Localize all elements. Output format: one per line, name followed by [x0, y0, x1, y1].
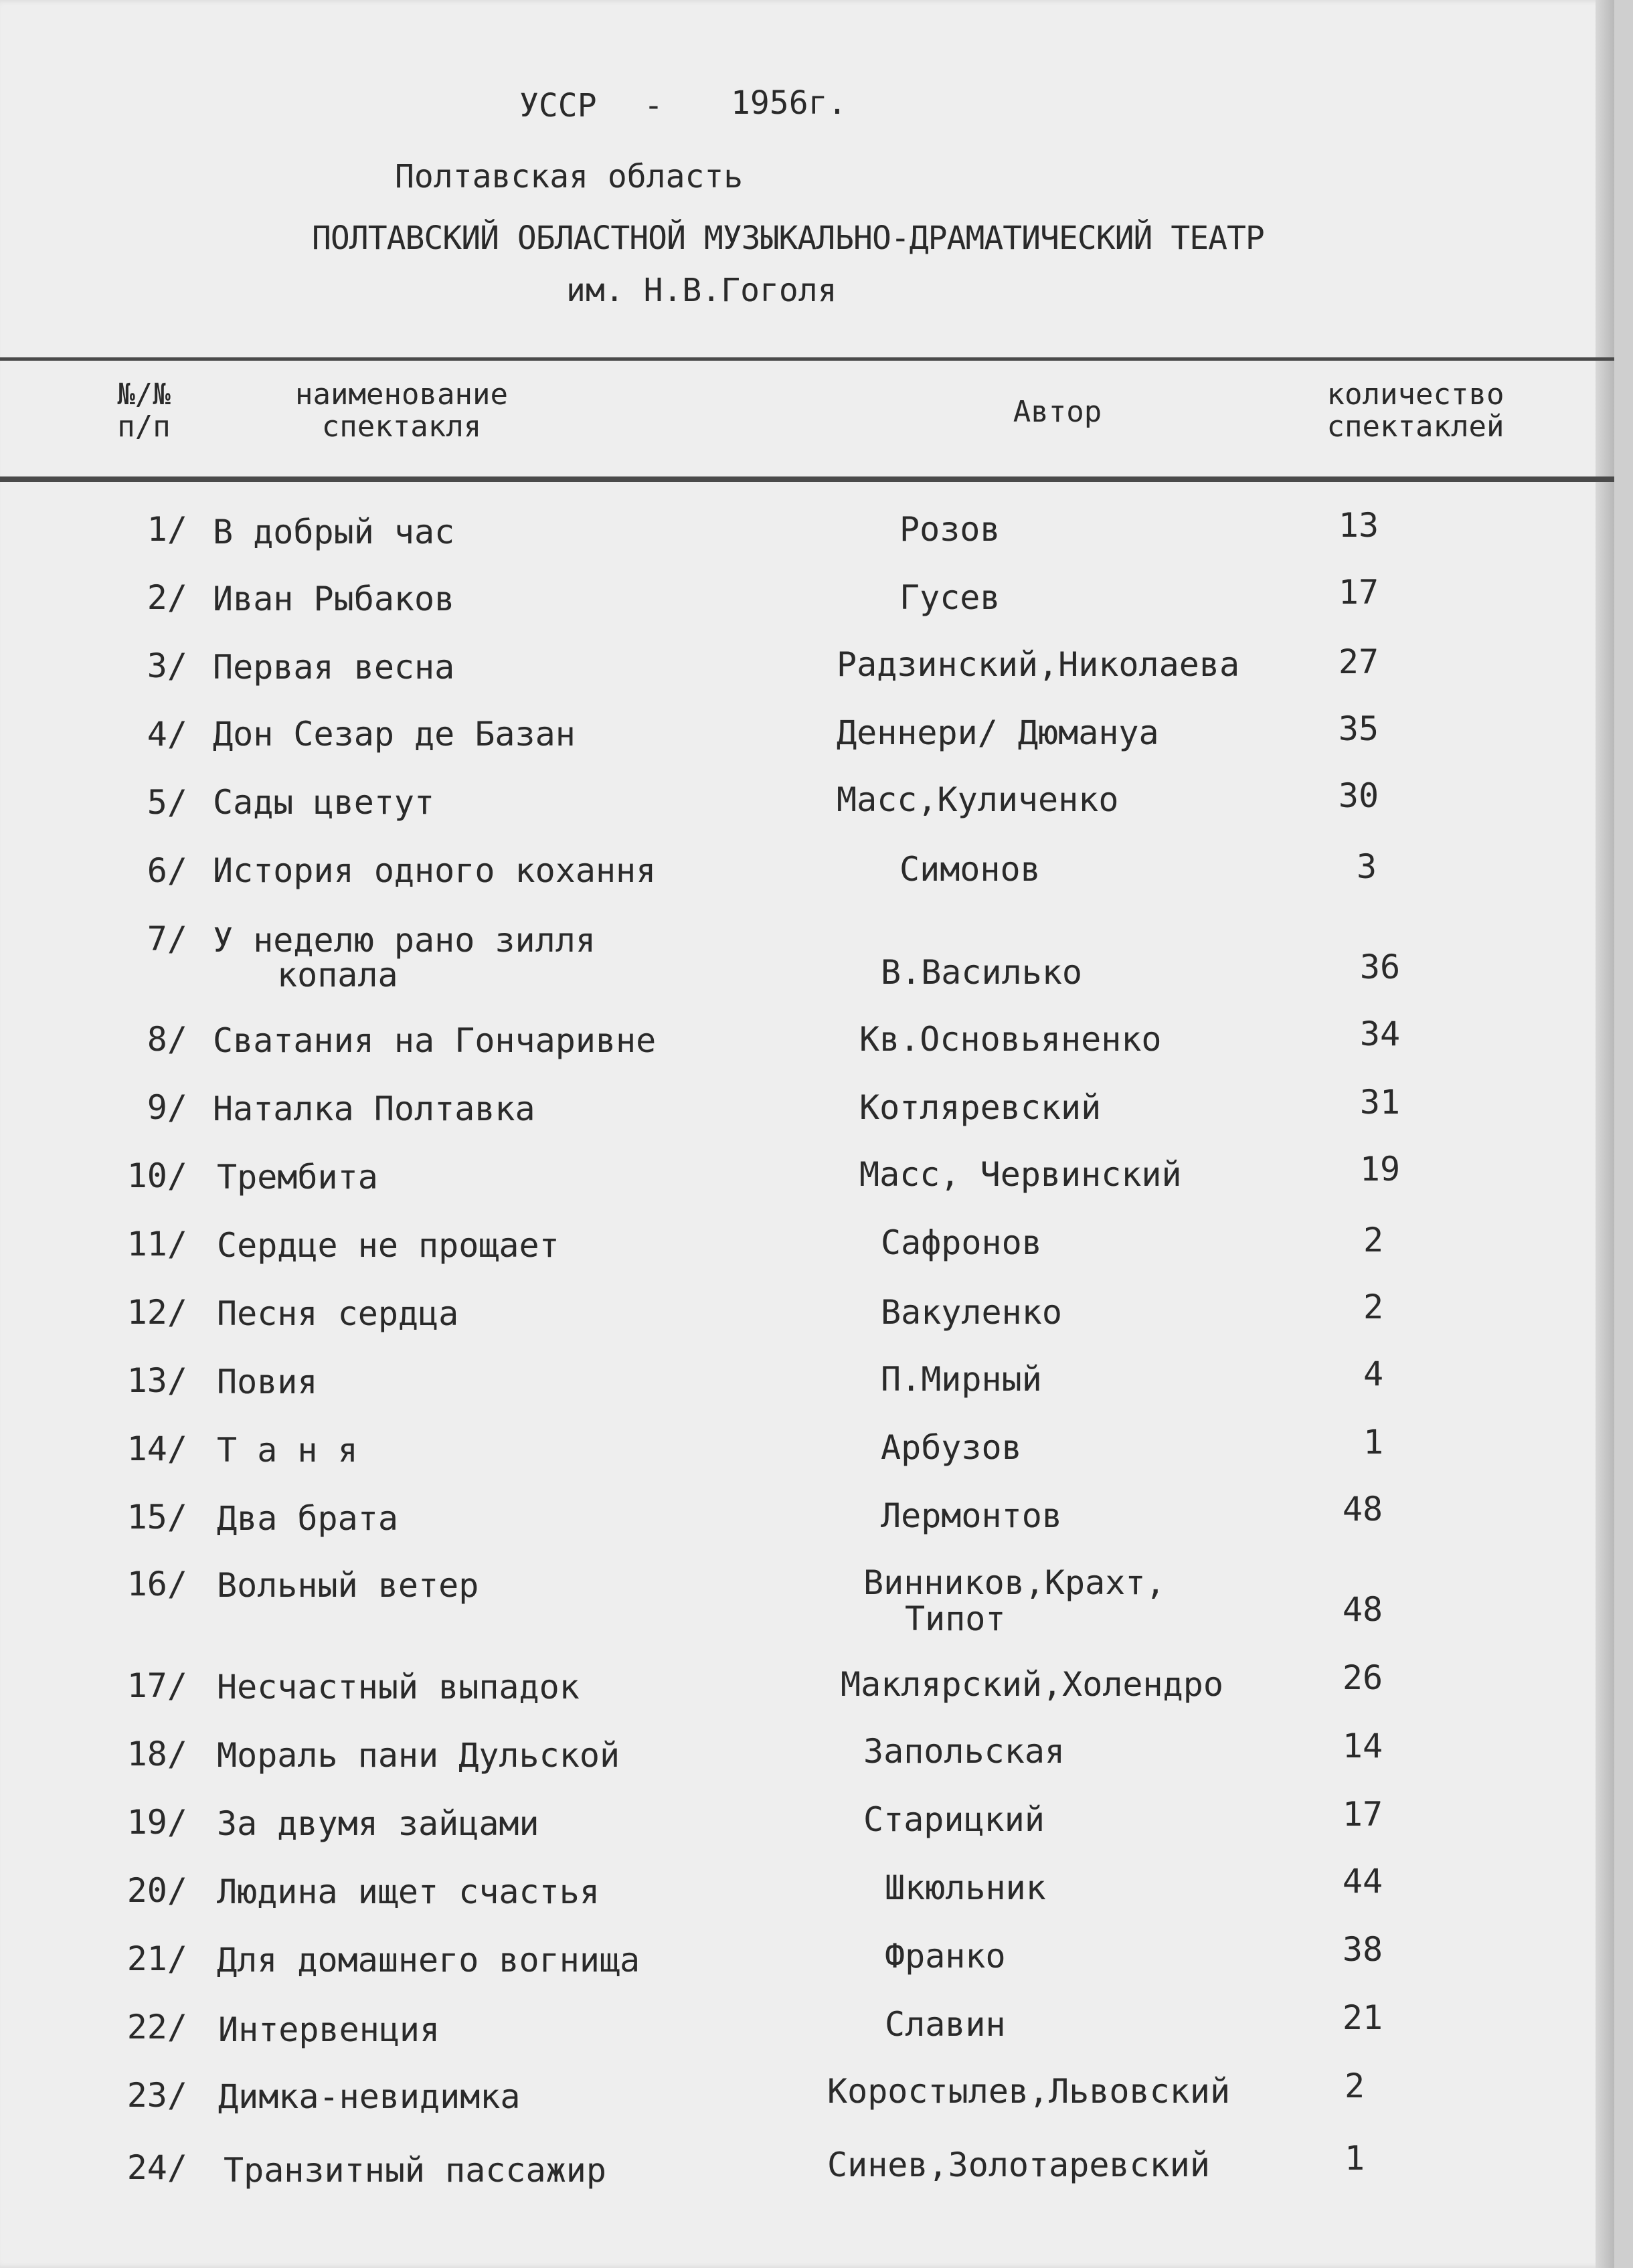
- row-author: Масс,Куличенко: [837, 780, 1119, 819]
- row-author: Старицкий: [863, 1800, 1045, 1839]
- row-title: У неделю рано зилля: [213, 921, 596, 960]
- row-author: Коростылев,Львовский: [827, 2072, 1231, 2111]
- row-title: Сердце не прощает: [217, 1226, 560, 1265]
- row-title: Песня сердца: [217, 1294, 459, 1333]
- table-header-bottom-rule: [0, 476, 1614, 482]
- row-count: 13: [1338, 506, 1379, 545]
- row-title: Трембита: [217, 1158, 378, 1197]
- row-author: Сафронов: [881, 1223, 1042, 1262]
- row-title: Димка-невидимка: [218, 2077, 521, 2116]
- row-author: Котляревский: [859, 1088, 1102, 1127]
- row-count: 31: [1359, 1083, 1401, 1122]
- row-author: В.Василько: [881, 953, 1083, 992]
- row-number: 13/: [126, 1361, 187, 1400]
- row-number: 4/: [147, 715, 187, 754]
- row-count: 35: [1338, 709, 1379, 748]
- row-title: Транзитный пассажир: [224, 2151, 606, 2190]
- row-count: 3: [1356, 847, 1377, 886]
- row-count: 19: [1359, 1150, 1401, 1189]
- row-title: История одного кохання: [213, 851, 657, 890]
- row-title: Вольный ветер: [217, 1566, 479, 1605]
- row-author: Деннери/ Дюмануа: [837, 713, 1159, 752]
- row-title: В добрый час: [213, 513, 455, 551]
- row-author: Славин: [885, 2005, 1006, 2044]
- row-number: 15/: [126, 1498, 187, 1537]
- row-number: 2/: [147, 578, 187, 617]
- row-author: Радзинский,Николаева: [837, 645, 1240, 684]
- row-number: 17/: [126, 1666, 187, 1705]
- row-count: 27: [1338, 642, 1379, 681]
- header-theatre-name: им. Н.В.Гоголя: [566, 272, 837, 309]
- row-title: Людина ищет счастья: [217, 1872, 600, 1911]
- row-count: 34: [1359, 1015, 1401, 1053]
- row-number: 3/: [147, 646, 187, 685]
- row-author: Гусев: [899, 578, 1001, 617]
- header-year: 1956г.: [731, 84, 847, 122]
- row-number: 12/: [126, 1293, 187, 1332]
- row-number: 5/: [147, 783, 187, 822]
- row-author: Франко: [885, 1937, 1006, 1976]
- row-number: 6/: [147, 851, 187, 890]
- row-number: 1/: [147, 510, 187, 549]
- row-title: Для домашнего вогнища: [217, 1941, 640, 1980]
- row-count: 4: [1363, 1355, 1384, 1393]
- row-number: 24/: [126, 2148, 187, 2187]
- row-title: Иван Рыбаков: [213, 580, 455, 618]
- row-count: 48: [1342, 1590, 1383, 1629]
- header-region: Полтавская область: [395, 158, 744, 195]
- row-count: 2: [1344, 2067, 1365, 2105]
- row-count: 38: [1342, 1930, 1383, 1969]
- row-author: Лермонтов: [881, 1496, 1062, 1535]
- row-title: Несчастный выпадок: [217, 1668, 580, 1707]
- row-number: 8/: [147, 1020, 187, 1059]
- row-number: 21/: [126, 1939, 187, 1978]
- row-author: Винников,Крахт,: [863, 1563, 1166, 1602]
- row-number: 20/: [126, 1871, 187, 1910]
- row-count: 1: [1363, 1423, 1384, 1462]
- table-top-rule: [0, 357, 1614, 361]
- row-author: Вакуленко: [881, 1293, 1062, 1332]
- column-header-count: количество спектаклей: [1326, 377, 1505, 444]
- row-number: 9/: [147, 1088, 187, 1127]
- row-count: 2: [1363, 1221, 1384, 1259]
- header-country: УССР: [519, 87, 597, 124]
- page-edge: [1596, 0, 1614, 2268]
- row-title: Т а н я: [217, 1431, 358, 1470]
- row-author-continued: Типот: [905, 1599, 1006, 1638]
- row-number: 14/: [126, 1429, 187, 1468]
- row-count: 1: [1344, 2139, 1365, 2178]
- row-title: Мораль пани Дульской: [217, 1736, 620, 1775]
- row-number: 10/: [126, 1156, 187, 1195]
- row-title: Два брата: [217, 1499, 398, 1538]
- row-number: 7/: [147, 920, 187, 958]
- row-author: Масс, Червинский: [859, 1155, 1182, 1194]
- row-count: 26: [1342, 1658, 1383, 1697]
- row-count: 44: [1342, 1862, 1383, 1901]
- header-dash: -: [644, 87, 663, 124]
- row-count: 48: [1342, 1490, 1383, 1529]
- row-author: Маклярский,Холендро: [841, 1665, 1223, 1704]
- row-count: 30: [1338, 776, 1379, 815]
- row-author: Арбузов: [881, 1428, 1022, 1467]
- row-author: Кв.Основьяненко: [859, 1020, 1162, 1059]
- column-header-title: наименование спектакля: [295, 377, 508, 444]
- row-count: 2: [1363, 1288, 1384, 1326]
- row-author: П.Мирный: [881, 1360, 1042, 1399]
- row-number: 18/: [126, 1735, 187, 1773]
- row-author: Розов: [899, 510, 1001, 549]
- row-count: 21: [1342, 1998, 1383, 2037]
- row-count: 17: [1338, 573, 1379, 612]
- row-number: 22/: [126, 2008, 187, 2046]
- row-title: За двумя зайцами: [217, 1804, 539, 1843]
- row-count: 14: [1342, 1727, 1383, 1765]
- row-author: Синев,Золотаревский: [827, 2146, 1210, 2184]
- row-title: Наталка Полтавка: [213, 1089, 535, 1128]
- row-author: Шкюльник: [885, 1868, 1046, 1907]
- row-count: 36: [1359, 948, 1401, 986]
- column-header-number: №/№ п/п: [117, 377, 171, 444]
- header-theatre: ПОЛТАВСКИЙ ОБЛАСТНОЙ МУЗЫКАЛЬНО-ДРАМАТИЧЕСКИЙ ТЕАТР: [312, 220, 1264, 257]
- row-count: 17: [1342, 1795, 1383, 1834]
- row-title: Интервенция: [218, 2010, 440, 2049]
- row-number: 23/: [126, 2076, 187, 2115]
- row-number: 11/: [126, 1225, 187, 1263]
- row-title: Первая весна: [213, 648, 455, 687]
- row-title: Сады цветут: [213, 783, 435, 822]
- row-title: Повия: [217, 1363, 318, 1401]
- row-author: Запольская: [863, 1732, 1065, 1771]
- row-number: 16/: [126, 1565, 187, 1603]
- row-author: Симонов: [899, 850, 1041, 889]
- column-header-author: Автор: [1013, 395, 1102, 429]
- row-title: Сватания на Гончаривне: [213, 1021, 657, 1060]
- row-title: Дон Сезар де Базан: [213, 715, 576, 754]
- row-number: 19/: [126, 1803, 187, 1842]
- row-title-continued: копала: [277, 956, 398, 994]
